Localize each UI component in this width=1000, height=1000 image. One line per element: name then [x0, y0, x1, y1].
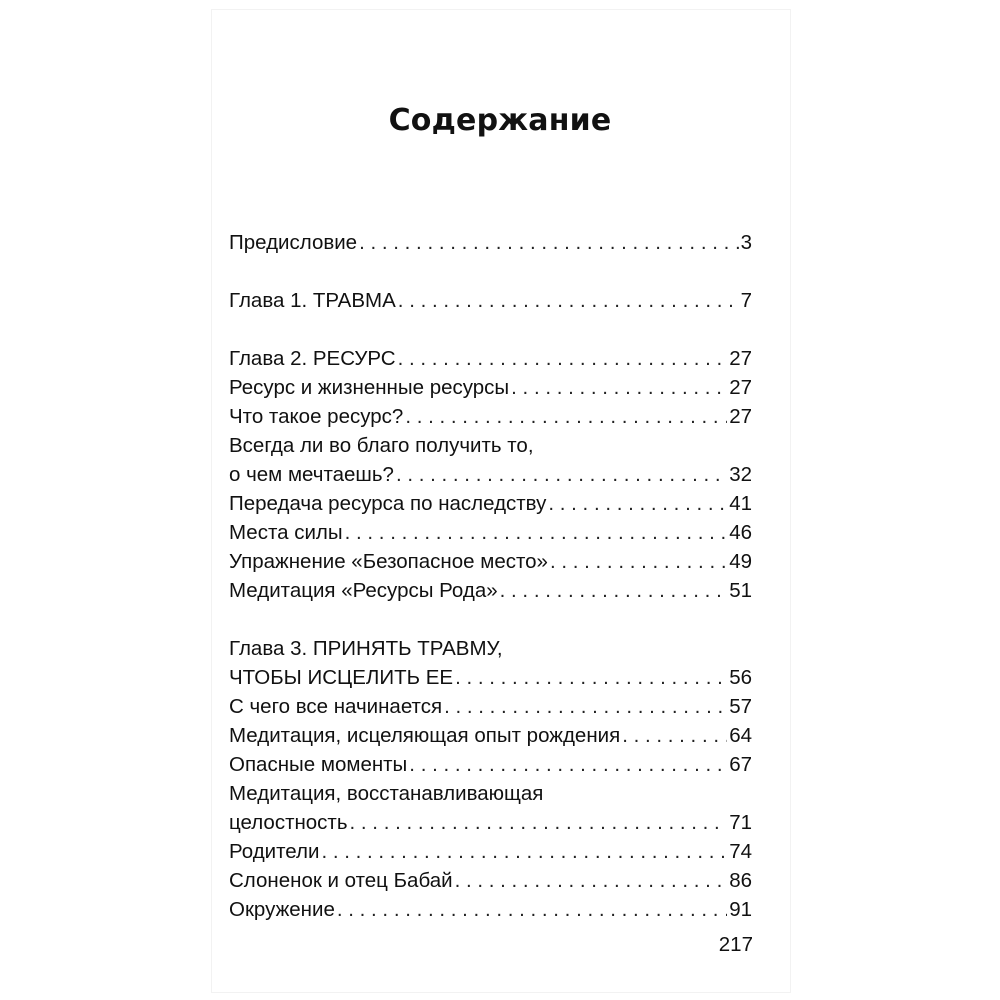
toc-leader-dots: [345, 518, 728, 547]
toc-entry: [229, 750, 752, 779]
toc-entry-text: Медитация, исцеляющая опыт рождения: [229, 724, 621, 747]
toc-leader-dots: [409, 750, 727, 779]
toc-leader-dots: [359, 228, 739, 257]
toc-entry-page: 51: [729, 579, 752, 602]
toc-entry-text: Упражнение «Безопасное место»: [229, 550, 548, 573]
toc-entry-chapter-3: [229, 634, 752, 663]
toc-entry-page: 41: [729, 492, 752, 515]
toc-entry: [229, 721, 752, 750]
toc-entry-page: 32: [729, 463, 752, 486]
toc-entry: [229, 866, 752, 895]
toc-entry-text: Глава 2. РЕСУРС: [229, 347, 396, 370]
toc-entry-text: Передача ресурса по наследству: [229, 492, 547, 515]
toc-entry-text: Медитация, восстанавливающая: [229, 782, 544, 805]
toc-leader-dots: [455, 866, 728, 895]
toc-leader-dots: [337, 895, 727, 924]
toc-entry-text: ЧТОБЫ ИСЦЕЛИТЬ ЕЕ: [229, 666, 454, 689]
toc-entry-text: Всегда ли во благо получить то,: [229, 434, 534, 457]
toc-leader-dots: [398, 344, 728, 373]
toc-leader-dots: [444, 692, 727, 721]
toc-entry: [229, 895, 752, 924]
toc-entry-page: 64: [729, 724, 752, 747]
toc-entry: [229, 692, 752, 721]
toc-entry-page: 7: [740, 289, 752, 312]
toc-entry-page: 3: [740, 231, 752, 254]
toc-entry: [229, 518, 752, 547]
toc-entry-text: С чего все начинается: [229, 695, 443, 718]
toc-leader-dots: [350, 808, 728, 837]
toc-entry: [229, 402, 752, 431]
toc-leader-dots: [550, 547, 727, 576]
toc-entry-page: 56: [729, 666, 752, 689]
toc-entry-page: 67: [729, 753, 752, 776]
toc-entry: [229, 576, 752, 605]
toc-entry-continued: [229, 779, 752, 808]
toc-leader-dots: [321, 837, 727, 866]
toc-entry: [229, 663, 752, 692]
toc-entry-text: Опасные моменты: [229, 753, 408, 776]
toc-entry-page: 86: [729, 869, 752, 892]
toc-leader-dots: [511, 373, 727, 402]
toc-entry: [229, 808, 752, 837]
toc-entry-page: 91: [729, 898, 752, 921]
toc-entry-page: 27: [729, 376, 752, 399]
toc-leader-dots: [622, 721, 727, 750]
toc-entry-page: 71: [729, 811, 752, 834]
toc-entry: [229, 547, 752, 576]
toc-entry-page: 74: [729, 840, 752, 863]
toc-entry: [229, 489, 752, 518]
toc-leader-dots: [455, 663, 727, 692]
toc-entry-page: 46: [729, 521, 752, 544]
toc-entry-page: 27: [729, 405, 752, 428]
toc-leader-dots: [396, 460, 727, 489]
table-of-contents: [229, 228, 752, 924]
toc-leader-dots: [500, 576, 728, 605]
toc-entry-text: Места силы: [229, 521, 343, 544]
toc-entry-text: Глава 1. ТРАВМА: [229, 289, 396, 312]
toc-entry-text: Слоненок и отец Бабай: [229, 869, 453, 892]
toc-entry-chapter-2: [229, 344, 752, 373]
toc-leader-dots: [405, 402, 727, 431]
toc-entry-text: о чем мечтаешь?: [229, 463, 394, 486]
page-title: Содержание: [388, 103, 612, 138]
toc-leader-dots: [548, 489, 727, 518]
toc-entry-page: 49: [729, 550, 752, 573]
toc-entry-text: целостность: [229, 811, 348, 834]
toc-entry-chapter-1: [229, 286, 752, 315]
toc-entry: [229, 373, 752, 402]
toc-entry-page: 27: [729, 347, 752, 370]
toc-entry-preface: [229, 228, 752, 257]
toc-entry-text: Предисловие: [229, 231, 358, 254]
toc-entry-text: Ресурс и жизненные ресурсы: [229, 376, 510, 399]
toc-entry-page: 57: [729, 695, 752, 718]
toc-entry-text: Родители: [229, 840, 320, 863]
toc-entry-text: Что такое ресурс?: [229, 405, 404, 428]
toc-entry: [229, 460, 752, 489]
toc-entry-text: Глава 3. ПРИНЯТЬ ТРАВМУ,: [229, 637, 503, 660]
toc-entry: [229, 837, 752, 866]
toc-entry-text: Медитация «Ресурсы Рода»: [229, 579, 498, 602]
page-number: 217: [718, 933, 753, 956]
toc-leader-dots: [398, 286, 739, 315]
toc-entry-continued: [229, 431, 752, 460]
toc-entry-text: Окружение: [229, 898, 335, 921]
